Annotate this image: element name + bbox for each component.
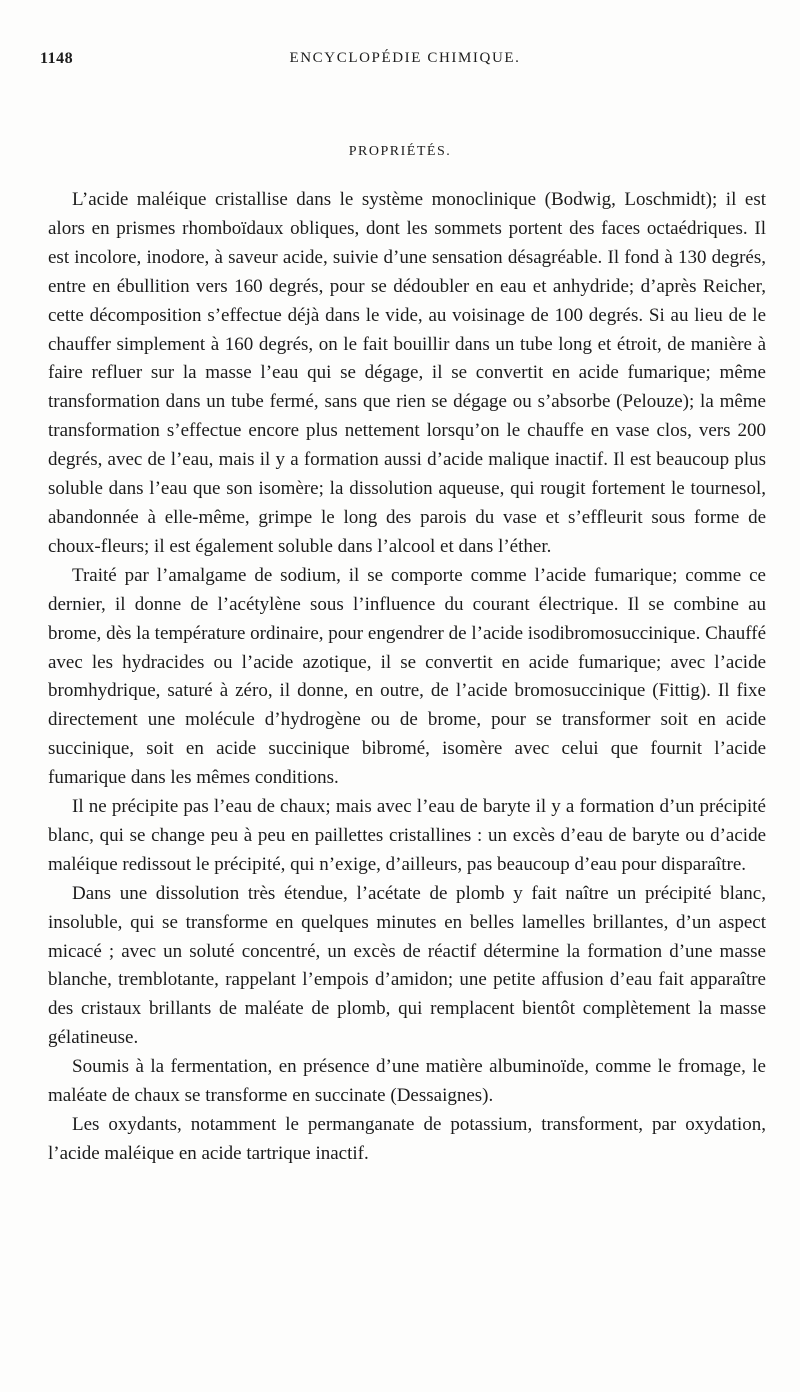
section-heading: PROPRIÉTÉS. [348, 144, 452, 159]
paragraph: Traité par l’amalgame de sodium, il se comporte comme l’acide fumarique; comme ce dernier, il donne de l’acétylène sous l’influence du courant électrique. Il se combine au brome, dès la température ordinaire, pour engendrer de l’acide isodibromosuccinique. Chauffé avec les hydracides ou l’acide azotique, il se convertit en acide fumarique; avec l’acide bromhydrique, saturé à zéro, il donne, en outre, de l’acide bromosuccinique (Fittig). Il fixe directement une molécule d’hydrogène ou de brome, pour se transformer soit en acide succinique, soit en acide succinique bibromé, isomère avec celui que fournit l’acide fumarique dans les mêmes conditions. [48, 564, 766, 789]
paragraph: Soumis à la fermentation, en présence d’une matière albuminoïde, comme le fromage, le maléate de chaux se transforme en succinate (Dessaignes). [48, 1056, 766, 1107]
page-header [40, 50, 770, 74]
paragraph: L’acide maléique cristallise dans le système monoclinique (Bodwig, Loschmidt); il est alors en prismes rhomboïdaux obliques, dont les sommets portent des faces octaédriques. Il est incolore, inodore, à saveur acide, suivie d’une sensation désagréable. Il fond à 130 degrés, entre en ébullition vers 160 degrés, pour se dédoubler en eau et anhydride; d’après Reicher, cette décomposition s’effectue déjà dans le vide, au voisinage de 100 degrés. Si au lieu de le chauffer simplement à 160 degrés, on le fait bouillir dans un tube long et étroit, de manière à faire refluer sur la masse l’eau qui se dégage, il se convertit en acide fumarique; même transformation dans un tube fermé, sans que rien se dégage ou s’absorbe (Pelouze); la même transformation s’effectue encore plus nettement lorsqu’on le chauffe en vase clos, vers 200 degrés, avec de l’eau, mais il y a formation aussi d’acide malique inactif. Il est beaucoup plus soluble dans l’eau que son isomère; la dissolution aqueuse, qui rougit fortement le tournesol, abandonnée à elle-même, grimpe le long des parois du vase et s’effleurit sous forme de choux-fleurs; il est également soluble dans l’alcool et dans l’éther. [48, 189, 766, 557]
paragraph: Les oxydants, notamment le permanganate de potassium, transforment, par oxydation, l’acide maléique en acide tartrique inactif. [48, 1114, 766, 1164]
paragraph: Dans une dissolution très étendue, l’acétate de plomb y fait naître un précipité blanc, insoluble, qui se transforme en quelques minutes en belles lamelles brillantes, d’un aspect micacé ; avec un soluté concentré, un excès de réactif détermine la formation d’une masse blanche, tremblotante, rappelant l’empois d’amidon; une petite affusion d’eau fait apparaître des cristaux brillants de maléate de plomb, qui remplacent bientôt complètement la masse gélatineuse. [48, 882, 766, 1049]
running-title: ENCYCLOPÉDIE CHIMIQUE. [289, 50, 521, 66]
paragraph: Il ne précipite pas l’eau de chaux; mais avec l’eau de baryte il y a formation d’un précipité blanc, qui se change peu à peu en paillettes cristallines : un excès d’eau de baryte ou d’acide maléique redissout le précipité, qui n’exige, d’ailleurs, pas beaucoup d’eau pour disparaître. [48, 796, 766, 875]
page-number: 1148 [40, 50, 74, 67]
body-text [48, 186, 766, 1169]
